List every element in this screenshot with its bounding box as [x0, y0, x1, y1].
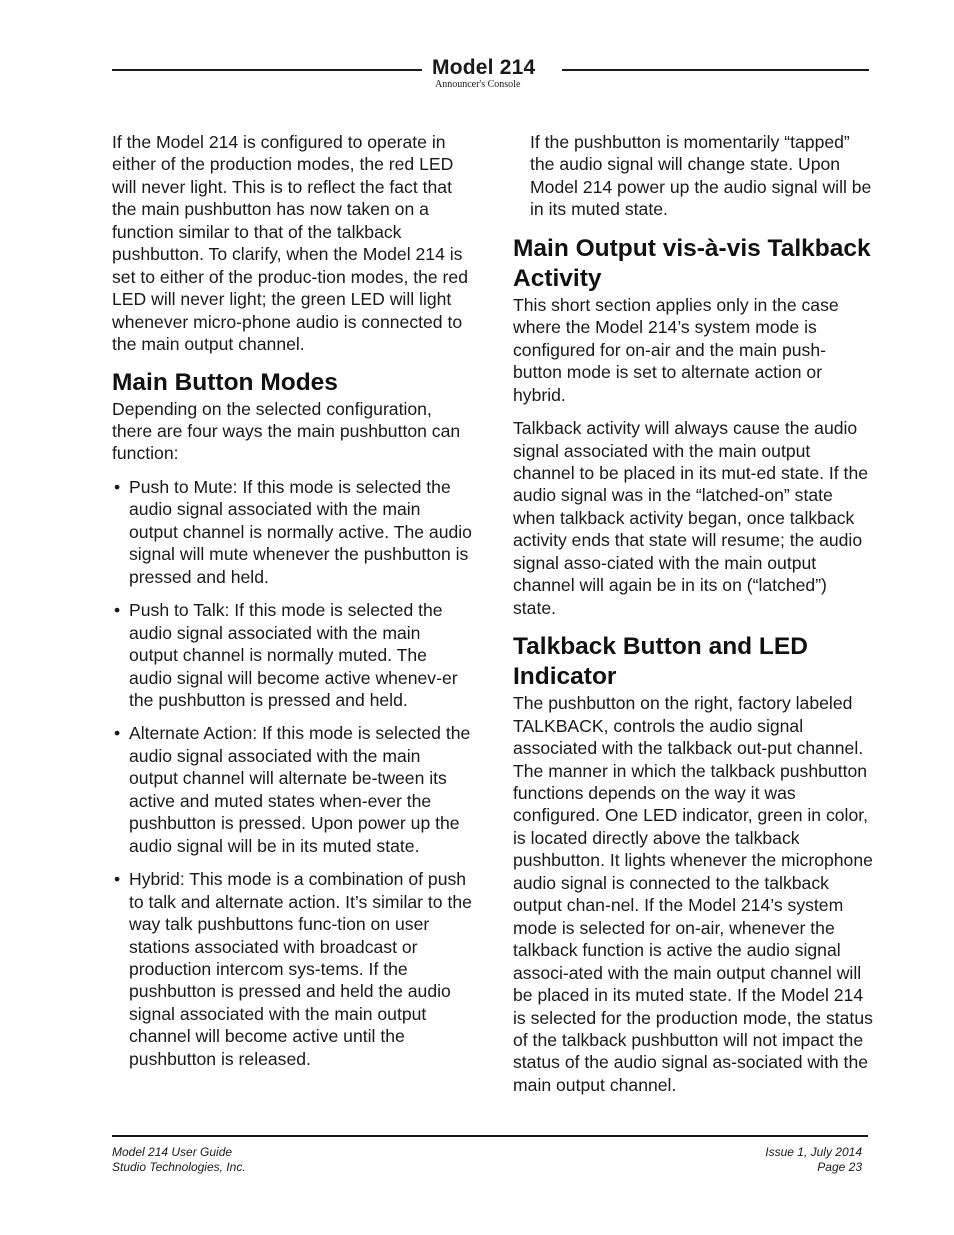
main-output-paragraph-1: This short section applies only in the case where the Model 214’s system mode is configured for on-air and the main push-button mode is set to alternate action or hybrid. [513, 294, 839, 405]
intro-paragraph: If the Model 214 is configured to operate in either of the production modes, the red LED will never light. This is to reflect the fact that the main pushbutton has now taken on a function similar to that of the talkback pushbutton. To clarify, when the Model 214 is set to either of the produc-tion modes, the red LED will never light; the green LED will light whenever micro-phone audio is connected to the main output channel. [112, 132, 468, 355]
footer-rule [112, 1135, 868, 1137]
header-rule-right [562, 69, 869, 71]
footer-issue: Issue 1, July 2014 [765, 1145, 862, 1159]
footer-guide-title: Model 214 User Guide [112, 1145, 233, 1159]
header-subtitle: Announcer's Console [435, 79, 521, 90]
talkback-heading: Talkback Button and LED Indicator [513, 633, 808, 691]
main-output-paragraph-2: Talkback activity will always cause the audio signal associated with the main output channel to be placed in its mut-ed state. If the audio signal was in the “latched-on” state when talkback activity began, once talkback activity ends that state will resume; the audio signal asso-ciated with the main output channel will again be in its on (“latched”) state. [513, 418, 869, 618]
left-column [112, 131, 474, 1070]
header-logo [432, 57, 552, 90]
hybrid-continuation-paragraph: If the pushbutton is momentarily “tapped” the audio signal will change state. Upon Model 214 power up the audio signal will be in its muted state. [530, 132, 872, 220]
footer-company: Studio Technologies, Inc. [112, 1159, 246, 1174]
list-item-alternate-action: • Alternate Action: If this mode is selected the audio signal associated with the main output channel will alternate be-tween its active and muted states when-ever the pushbutton is pressed. Upon power up the audio signal will be in its muted state. [112, 722, 474, 857]
modes-list [112, 476, 474, 1070]
main-button-modes-heading: Main Button Modes [112, 368, 338, 396]
header-rule-left [112, 69, 422, 71]
list-item-hybrid: • Hybrid: This mode is a combination of push to talk and alternate action. It’s similar to the way talk pushbuttons func-tion on user stations associated with broadcast or production intercom sys-tems. If the pushbutton is pressed and held the audio signal associated with the main output channel will become active until the pushbutton is released. [112, 868, 474, 1070]
list-item-push-to-talk: • Push to Talk: If this mode is selected the audio signal associated with the main output channel is normally muted. The audio signal will become active whenev-er the pushbutton is pressed and held. [112, 599, 474, 711]
main-output-heading: Main Output vis-à-vis Talkback Activity [513, 234, 871, 292]
header-title: Model 214 [432, 56, 536, 79]
footer-left [112, 1145, 246, 1174]
footer-right [765, 1145, 862, 1174]
talkback-paragraph: The pushbutton on the right, factory labeled TALKBACK, controls the audio signal associated with the talkback out-put channel. The manner in which the talkback pushbutton functions depends on the way it was configured. One LED indicator, green in color, is located directly above the talkback pushbutton. It lights whenever the microphone audio signal is connected to the talkback output chan-nel. If the Model 214’s system mode is selected for on-air, whenever the talkback function is active the audio signal associ-ated with the main output channel will be placed in its muted state. If the Model 214 is selected for the production mode, the status of the talkback pushbutton will not impact the status of the audio signal as-sociated with the main output channel. [513, 693, 873, 1095]
footer-page-number: Page 23 [817, 1159, 862, 1174]
modes-lead-paragraph: Depending on the selected configuration, there are four ways the main pushbutton can function: [112, 398, 461, 464]
list-item-push-to-mute: • Push to Mute: If this mode is selected the audio signal associated with the main output channel is normally active. The audio signal will mute whenever the pushbutton is pressed and held. [112, 476, 474, 588]
right-column [513, 131, 873, 1096]
